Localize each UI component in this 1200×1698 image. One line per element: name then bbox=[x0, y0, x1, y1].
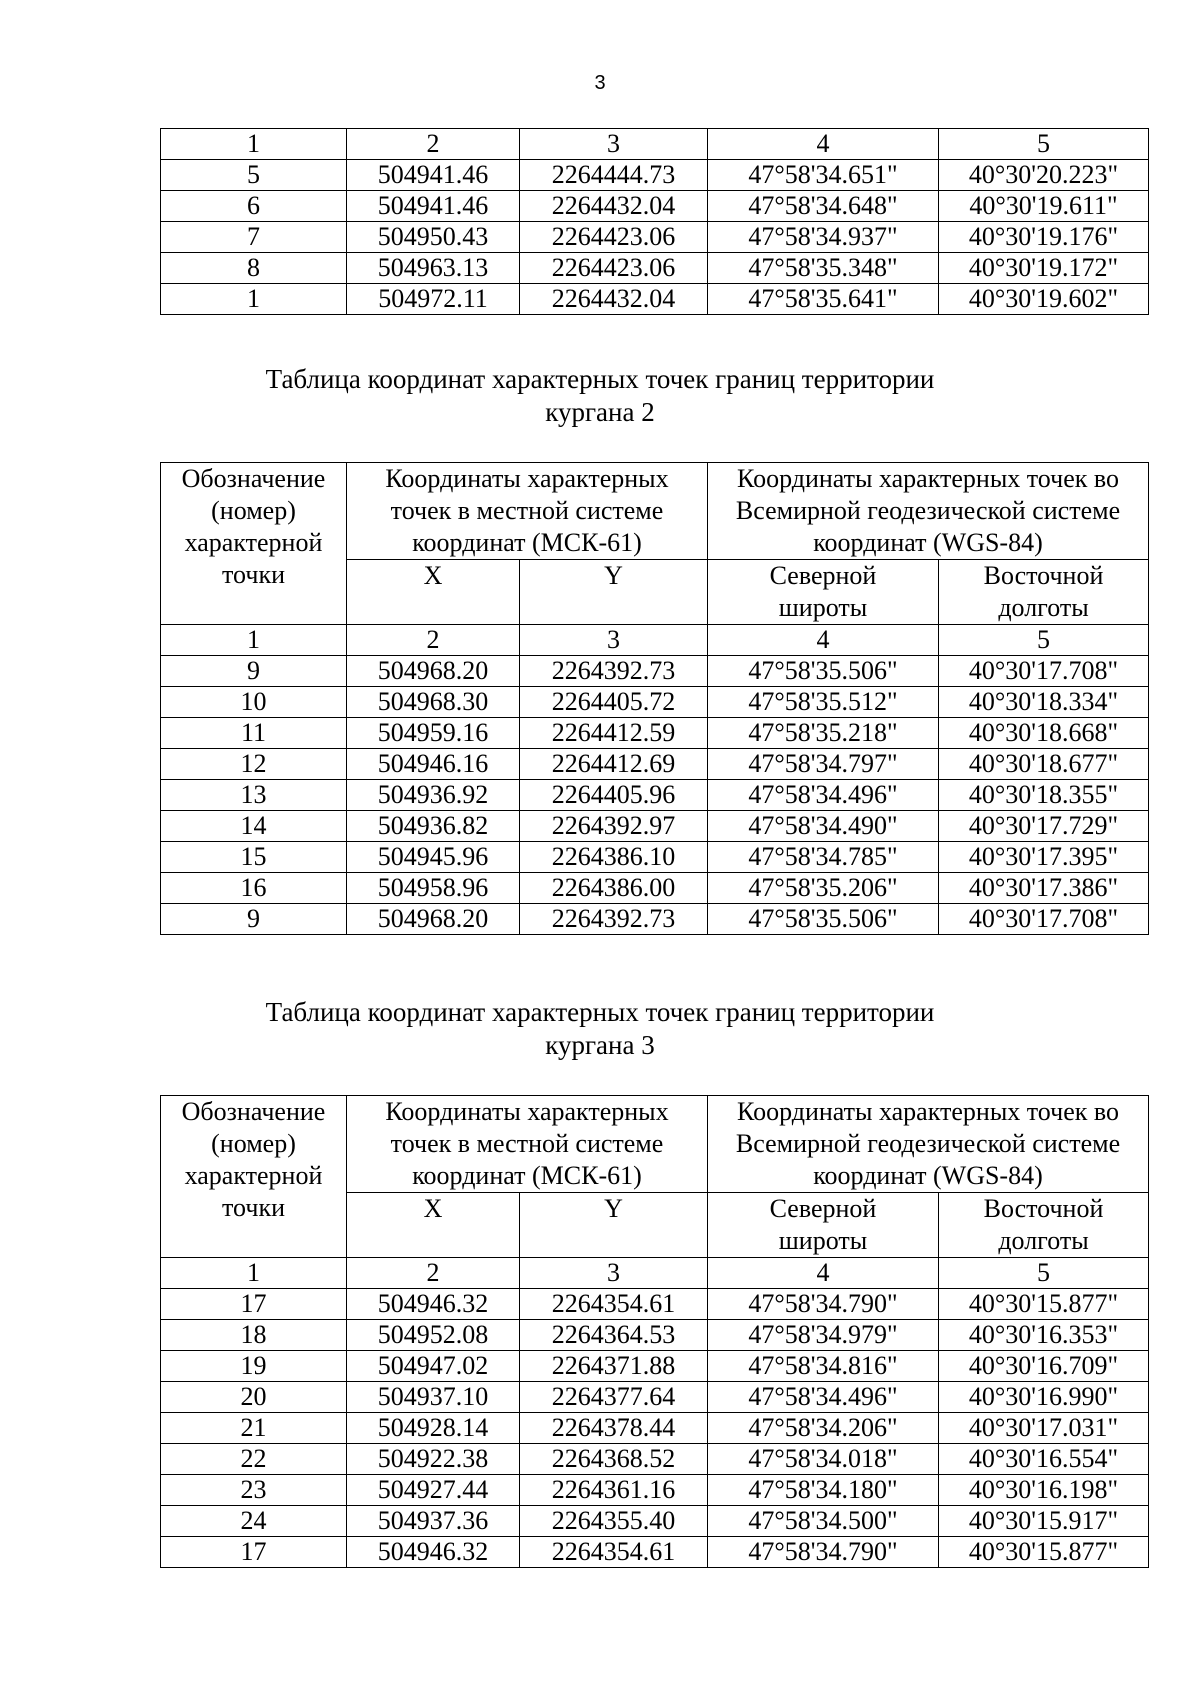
header-latitude: Северной широты bbox=[708, 1193, 939, 1258]
cell-latitude: 4 bbox=[708, 1258, 939, 1289]
header-wgs-coordinates: Координаты характерных точек во Всемирной геодезической системе координат (WGS-84) bbox=[708, 1096, 1149, 1193]
cell-y: 2264354.61 bbox=[520, 1289, 708, 1320]
cell-latitude: 47°58'34.500" bbox=[708, 1506, 939, 1537]
cell-longitude: 40°30'16.353" bbox=[939, 1320, 1149, 1351]
caption-line: Таблица координат характерных точек границ территории bbox=[265, 997, 935, 1027]
cell-x: 504968.20 bbox=[347, 656, 520, 687]
cell-x: 504937.36 bbox=[347, 1506, 520, 1537]
coordinates-table-kurgan-3 bbox=[160, 1095, 1149, 1568]
table-row bbox=[161, 1475, 1149, 1506]
cell-latitude: 47°58'34.496" bbox=[708, 1382, 939, 1413]
cell-latitude: 47°58'35.506" bbox=[708, 904, 939, 935]
cell-y: 3 bbox=[520, 625, 708, 656]
cell-longitude: 40°30'15.877" bbox=[939, 1289, 1149, 1320]
cell-latitude: 47°58'34.790" bbox=[708, 1537, 939, 1568]
table-caption-kurgan-3 bbox=[0, 996, 1200, 1062]
cell-y: 2264355.40 bbox=[520, 1506, 708, 1537]
cell-y: 2264364.53 bbox=[520, 1320, 708, 1351]
table-row bbox=[161, 749, 1149, 780]
cell-y: 2264432.04 bbox=[520, 284, 708, 315]
caption-line: кургана 3 bbox=[545, 1030, 655, 1060]
header-point-designation: Обозначение (номер) характерной точки bbox=[161, 1096, 347, 1258]
table-row bbox=[161, 1320, 1149, 1351]
cell-x: 504968.30 bbox=[347, 687, 520, 718]
cell-y: 2264386.10 bbox=[520, 842, 708, 873]
table-row bbox=[161, 1413, 1149, 1444]
cell-x: 504927.44 bbox=[347, 1475, 520, 1506]
cell-x: 504941.46 bbox=[347, 160, 520, 191]
table-body bbox=[161, 625, 1149, 935]
cell-longitude: 5 bbox=[939, 625, 1149, 656]
cell-y: 2264412.59 bbox=[520, 718, 708, 749]
cell-y: 2264371.88 bbox=[520, 1351, 708, 1382]
table-row bbox=[161, 1382, 1149, 1413]
cell-point-number: 18 bbox=[161, 1320, 347, 1351]
cell-latitude: 47°58'34.206" bbox=[708, 1413, 939, 1444]
table-row bbox=[161, 1289, 1149, 1320]
cell-point-number: 21 bbox=[161, 1413, 347, 1444]
cell-x: 504972.11 bbox=[347, 284, 520, 315]
cell-y: 2264405.96 bbox=[520, 780, 708, 811]
caption-line: кургана 2 bbox=[545, 397, 655, 427]
cell-x: 504928.14 bbox=[347, 1413, 520, 1444]
cell-longitude: 40°30'20.223" bbox=[939, 160, 1149, 191]
table-caption-kurgan-2 bbox=[0, 363, 1200, 429]
cell-longitude: 40°30'19.602" bbox=[939, 284, 1149, 315]
cell-x: 504963.13 bbox=[347, 253, 520, 284]
cell-latitude: 47°58'34.785" bbox=[708, 842, 939, 873]
cell-y: 2264378.44 bbox=[520, 1413, 708, 1444]
cell-point-number: 20 bbox=[161, 1382, 347, 1413]
header-x: X bbox=[347, 560, 520, 625]
cell-x: 504946.32 bbox=[347, 1289, 520, 1320]
cell-point-number: 1 bbox=[161, 1258, 347, 1289]
cell-point-number: 1 bbox=[161, 284, 347, 315]
cell-longitude: 40°30'15.917" bbox=[939, 1506, 1149, 1537]
cell-longitude: 40°30'19.172" bbox=[939, 253, 1149, 284]
cell-latitude: 47°58'34.648" bbox=[708, 191, 939, 222]
caption-line: Таблица координат характерных точек границ территории bbox=[265, 364, 935, 394]
cell-point-number: 11 bbox=[161, 718, 347, 749]
cell-point-number: 17 bbox=[161, 1537, 347, 1568]
cell-y: 2264377.64 bbox=[520, 1382, 708, 1413]
cell-point-number: 8 bbox=[161, 253, 347, 284]
cell-longitude: 40°30'19.176" bbox=[939, 222, 1149, 253]
cell-latitude: 4 bbox=[708, 129, 939, 160]
cell-y: 2264354.61 bbox=[520, 1537, 708, 1568]
table-row bbox=[161, 1444, 1149, 1475]
header-y: Y bbox=[520, 1193, 708, 1258]
cell-y: 2264368.52 bbox=[520, 1444, 708, 1475]
table-row bbox=[161, 1506, 1149, 1537]
cell-y: 2264361.16 bbox=[520, 1475, 708, 1506]
table-row bbox=[161, 780, 1149, 811]
cell-y: 2264432.04 bbox=[520, 191, 708, 222]
cell-longitude: 5 bbox=[939, 1258, 1149, 1289]
cell-latitude: 47°58'34.018" bbox=[708, 1444, 939, 1475]
cell-y: 2264405.72 bbox=[520, 687, 708, 718]
cell-longitude: 40°30'18.334" bbox=[939, 687, 1149, 718]
header-y: Y bbox=[520, 560, 708, 625]
table-row bbox=[161, 222, 1149, 253]
header-latitude: Северной широты bbox=[708, 560, 939, 625]
cell-x: 504946.32 bbox=[347, 1537, 520, 1568]
cell-latitude: 47°58'34.797" bbox=[708, 749, 939, 780]
cell-point-number: 9 bbox=[161, 904, 347, 935]
cell-point-number: 15 bbox=[161, 842, 347, 873]
coordinates-table-continuation bbox=[160, 128, 1149, 315]
cell-point-number: 24 bbox=[161, 1506, 347, 1537]
cell-point-number: 5 bbox=[161, 160, 347, 191]
cell-y: 2264386.00 bbox=[520, 873, 708, 904]
cell-y: 2264392.73 bbox=[520, 904, 708, 935]
cell-latitude: 47°58'35.206" bbox=[708, 873, 939, 904]
cell-point-number: 13 bbox=[161, 780, 347, 811]
cell-x: 2 bbox=[347, 1258, 520, 1289]
cell-latitude: 47°58'34.979" bbox=[708, 1320, 939, 1351]
cell-x: 2 bbox=[347, 129, 520, 160]
cell-x: 504968.20 bbox=[347, 904, 520, 935]
cell-x: 504952.08 bbox=[347, 1320, 520, 1351]
cell-latitude: 47°58'34.937" bbox=[708, 222, 939, 253]
cell-point-number: 6 bbox=[161, 191, 347, 222]
cell-y: 3 bbox=[520, 1258, 708, 1289]
cell-y: 2264423.06 bbox=[520, 253, 708, 284]
table-body bbox=[161, 1258, 1149, 1568]
cell-latitude: 47°58'34.816" bbox=[708, 1351, 939, 1382]
table-body bbox=[161, 129, 1149, 315]
cell-point-number: 7 bbox=[161, 222, 347, 253]
column-index-row bbox=[161, 625, 1149, 656]
cell-x: 504946.16 bbox=[347, 749, 520, 780]
cell-latitude: 47°58'34.496" bbox=[708, 780, 939, 811]
coordinates-table-kurgan-2 bbox=[160, 462, 1149, 935]
cell-latitude: 47°58'35.218" bbox=[708, 718, 939, 749]
cell-longitude: 40°30'15.877" bbox=[939, 1537, 1149, 1568]
cell-longitude: 40°30'16.709" bbox=[939, 1351, 1149, 1382]
header-local-coordinates: Координаты характерных точек в местной системе координат (МСК-61) bbox=[347, 1096, 708, 1193]
cell-x: 504922.38 bbox=[347, 1444, 520, 1475]
header-point-designation: Обозначение (номер) характерной точки bbox=[161, 463, 347, 625]
cell-latitude: 47°58'34.790" bbox=[708, 1289, 939, 1320]
cell-x: 504936.92 bbox=[347, 780, 520, 811]
cell-longitude: 40°30'19.611" bbox=[939, 191, 1149, 222]
cell-longitude: 40°30'17.708" bbox=[939, 656, 1149, 687]
cell-longitude: 40°30'17.386" bbox=[939, 873, 1149, 904]
cell-y: 2264423.06 bbox=[520, 222, 708, 253]
table-row bbox=[161, 873, 1149, 904]
cell-x: 504937.10 bbox=[347, 1382, 520, 1413]
cell-y: 2264412.69 bbox=[520, 749, 708, 780]
cell-latitude: 4 bbox=[708, 625, 939, 656]
header-wgs-coordinates: Координаты характерных точек во Всемирной геодезической системе координат (WGS-84) bbox=[708, 463, 1149, 560]
cell-x: 504941.46 bbox=[347, 191, 520, 222]
table-row bbox=[161, 687, 1149, 718]
cell-point-number: 1 bbox=[161, 625, 347, 656]
table-row bbox=[161, 284, 1149, 315]
cell-x: 504959.16 bbox=[347, 718, 520, 749]
cell-x: 504947.02 bbox=[347, 1351, 520, 1382]
header-local-coordinates: Координаты характерных точек в местной системе координат (МСК-61) bbox=[347, 463, 708, 560]
cell-point-number: 1 bbox=[161, 129, 347, 160]
cell-longitude: 5 bbox=[939, 129, 1149, 160]
cell-longitude: 40°30'17.395" bbox=[939, 842, 1149, 873]
cell-point-number: 23 bbox=[161, 1475, 347, 1506]
header-longitude: Восточной долготы bbox=[939, 560, 1149, 625]
cell-x: 504945.96 bbox=[347, 842, 520, 873]
cell-point-number: 17 bbox=[161, 1289, 347, 1320]
cell-latitude: 47°58'35.512" bbox=[708, 687, 939, 718]
cell-longitude: 40°30'18.677" bbox=[939, 749, 1149, 780]
table-row bbox=[161, 656, 1149, 687]
cell-point-number: 22 bbox=[161, 1444, 347, 1475]
cell-longitude: 40°30'16.990" bbox=[939, 1382, 1149, 1413]
cell-latitude: 47°58'34.180" bbox=[708, 1475, 939, 1506]
page-number: 3 bbox=[594, 72, 606, 94]
cell-point-number: 19 bbox=[161, 1351, 347, 1382]
cell-point-number: 10 bbox=[161, 687, 347, 718]
header-x: X bbox=[347, 1193, 520, 1258]
table-row bbox=[161, 1537, 1149, 1568]
table-row bbox=[161, 811, 1149, 842]
cell-y: 2264392.73 bbox=[520, 656, 708, 687]
column-index-row bbox=[161, 1258, 1149, 1289]
cell-point-number: 16 bbox=[161, 873, 347, 904]
cell-longitude: 40°30'18.355" bbox=[939, 780, 1149, 811]
cell-longitude: 40°30'17.031" bbox=[939, 1413, 1149, 1444]
cell-x: 504950.43 bbox=[347, 222, 520, 253]
table-row bbox=[161, 1351, 1149, 1382]
cell-point-number: 12 bbox=[161, 749, 347, 780]
cell-longitude: 40°30'18.668" bbox=[939, 718, 1149, 749]
cell-x: 504936.82 bbox=[347, 811, 520, 842]
cell-longitude: 40°30'16.554" bbox=[939, 1444, 1149, 1475]
cell-longitude: 40°30'17.729" bbox=[939, 811, 1149, 842]
cell-latitude: 47°58'35.506" bbox=[708, 656, 939, 687]
cell-point-number: 9 bbox=[161, 656, 347, 687]
table-row bbox=[161, 191, 1149, 222]
table-row bbox=[161, 718, 1149, 749]
cell-latitude: 47°58'34.651" bbox=[708, 160, 939, 191]
cell-x: 2 bbox=[347, 625, 520, 656]
column-index-row bbox=[161, 129, 1149, 160]
cell-point-number: 14 bbox=[161, 811, 347, 842]
table-row bbox=[161, 904, 1149, 935]
table-row bbox=[161, 253, 1149, 284]
cell-latitude: 47°58'34.490" bbox=[708, 811, 939, 842]
table-row bbox=[161, 160, 1149, 191]
header-longitude: Восточной долготы bbox=[939, 1193, 1149, 1258]
cell-x: 504958.96 bbox=[347, 873, 520, 904]
table-row bbox=[161, 842, 1149, 873]
cell-latitude: 47°58'35.348" bbox=[708, 253, 939, 284]
cell-longitude: 40°30'17.708" bbox=[939, 904, 1149, 935]
cell-y: 3 bbox=[520, 129, 708, 160]
cell-longitude: 40°30'16.198" bbox=[939, 1475, 1149, 1506]
cell-y: 2264392.97 bbox=[520, 811, 708, 842]
cell-y: 2264444.73 bbox=[520, 160, 708, 191]
cell-latitude: 47°58'35.641" bbox=[708, 284, 939, 315]
